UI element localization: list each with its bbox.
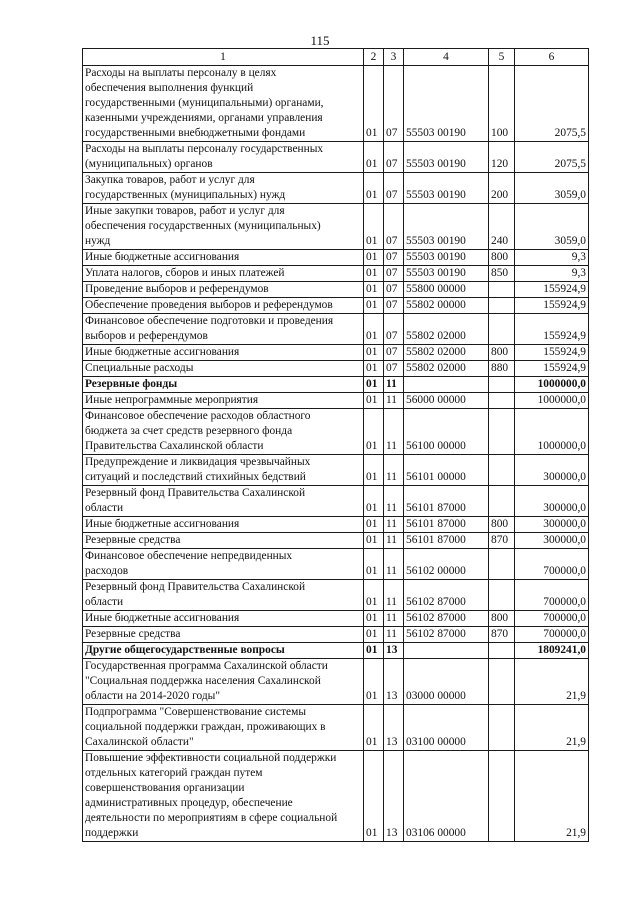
header-cell-amount: 6 [515, 49, 589, 66]
row-section-cell: 01 [364, 393, 384, 409]
row-name-cell [83, 173, 364, 204]
row-name-cell [83, 204, 364, 250]
row-subsection-cell: 11 [384, 580, 404, 611]
row-name-cell [83, 659, 364, 705]
row-amount-cell: 1000000,0 [515, 377, 589, 393]
row-name-cell [83, 549, 364, 580]
row-expense-type-cell [489, 393, 515, 409]
row-expense-type-cell: 880 [489, 361, 515, 377]
row-name-line: Иные бюджетные ассигнования [85, 612, 240, 624]
header-cell-target-article: 4 [404, 49, 489, 66]
row-amount-cell: 1000000,0 [515, 409, 589, 455]
row-name-cell [83, 345, 364, 361]
row-name-line: совершенствования организации [85, 782, 245, 794]
row-expense-type-cell [489, 314, 515, 345]
row-amount-cell: 9,3 [515, 266, 589, 282]
row-name-line: расходов [85, 565, 129, 577]
table-row [83, 643, 589, 659]
row-name-cell [83, 298, 364, 314]
row-subsection-cell: 07 [384, 282, 404, 298]
row-name-cell [83, 627, 364, 643]
row-expense-type-cell [489, 549, 515, 580]
table-row [83, 377, 589, 393]
row-name-line: Финансовое обеспечение непредвиденных [85, 550, 293, 562]
row-name-cell [83, 266, 364, 282]
row-name-line: Обеспечение проведения выборов и референдумов [85, 299, 333, 311]
row-subsection-cell: 07 [384, 66, 404, 142]
row-expense-type-cell: 200 [489, 173, 515, 204]
row-amount-cell: 300000,0 [515, 533, 589, 549]
row-subsection-cell: 07 [384, 204, 404, 250]
row-expense-type-cell: 100 [489, 66, 515, 142]
row-expense-type-cell [489, 659, 515, 705]
row-name-line: Резервный фонд Правительства Сахалинской [85, 581, 306, 593]
row-amount-cell: 700000,0 [515, 549, 589, 580]
row-amount-cell: 300000,0 [515, 455, 589, 486]
header-cell-expense-type: 5 [489, 49, 515, 66]
row-target-article-cell: 56101 87000 [404, 533, 489, 549]
row-subsection-cell: 07 [384, 298, 404, 314]
row-amount-cell: 9,3 [515, 250, 589, 266]
row-name-line: деятельности по мероприятиям в сфере социальной [85, 812, 338, 824]
row-expense-type-cell [489, 486, 515, 517]
row-subsection-cell: 11 [384, 486, 404, 517]
row-name-line: Повышение эффективности социальной поддержки [85, 752, 337, 764]
row-name-line: отдельных категорий граждан путем [85, 767, 263, 779]
row-subsection-cell: 11 [384, 409, 404, 455]
row-expense-type-cell [489, 455, 515, 486]
table-row [83, 549, 589, 580]
table-row [83, 627, 589, 643]
row-amount-cell: 21,9 [515, 751, 589, 842]
row-name-cell [83, 486, 364, 517]
row-name-cell [83, 282, 364, 298]
row-name-line: Иные непрограммные мероприятия [85, 394, 259, 406]
row-name-cell [83, 409, 364, 455]
row-target-article-cell: 55802 02000 [404, 314, 489, 345]
table-row [83, 486, 589, 517]
table-row [83, 455, 589, 486]
table-row [83, 751, 589, 842]
row-name-line: Резервные средства [85, 628, 181, 640]
row-name-cell [83, 517, 364, 533]
row-section-cell: 01 [364, 486, 384, 517]
row-name-line: Иные бюджетные ассигнования [85, 346, 240, 358]
row-subsection-cell: 11 [384, 533, 404, 549]
row-subsection-cell: 11 [384, 393, 404, 409]
row-subsection-cell: 13 [384, 705, 404, 751]
row-subsection-cell: 07 [384, 345, 404, 361]
row-section-cell: 01 [364, 517, 384, 533]
row-name-line: нужд [85, 235, 111, 247]
table-row [83, 345, 589, 361]
row-target-article-cell: 55802 02000 [404, 361, 489, 377]
row-subsection-cell: 11 [384, 611, 404, 627]
row-name-cell [83, 250, 364, 266]
row-section-cell: 01 [364, 533, 384, 549]
row-amount-cell: 1000000,0 [515, 393, 589, 409]
header-cell-name: 1 [83, 49, 364, 66]
row-expense-type-cell [489, 705, 515, 751]
row-expense-type-cell: 870 [489, 533, 515, 549]
row-expense-type-cell: 800 [489, 517, 515, 533]
row-subsection-cell: 11 [384, 549, 404, 580]
row-section-cell: 01 [364, 250, 384, 266]
row-subsection-cell: 13 [384, 659, 404, 705]
row-name-cell [83, 580, 364, 611]
row-name-cell [83, 533, 364, 549]
row-amount-cell: 1809241,0 [515, 643, 589, 659]
row-subsection-cell: 07 [384, 250, 404, 266]
row-subsection-cell: 07 [384, 142, 404, 173]
row-amount-cell: 2075,5 [515, 142, 589, 173]
row-target-article-cell: 56102 87000 [404, 627, 489, 643]
row-name-cell [83, 66, 364, 142]
row-section-cell: 01 [364, 142, 384, 173]
row-name-cell [83, 142, 364, 173]
row-name-line: области [85, 502, 124, 514]
row-name-line: Подпрограмма "Совершенствование системы [85, 706, 306, 718]
table-row [83, 659, 589, 705]
row-name-line: обеспечения выполнения функций [85, 82, 254, 94]
row-name-line: Иные закупки товаров, работ и услуг для [85, 205, 285, 217]
table-row [83, 611, 589, 627]
row-section-cell: 01 [364, 314, 384, 345]
row-subsection-cell: 07 [384, 361, 404, 377]
row-name-line: Финансовое обеспечение подготовки и проведения [85, 315, 334, 327]
row-section-cell: 01 [364, 345, 384, 361]
row-name-cell [83, 705, 364, 751]
table-row [83, 409, 589, 455]
table-row [83, 533, 589, 549]
row-name-line: социальной поддержки граждан, проживающих в [85, 721, 326, 733]
row-name-line: "Социальная поддержка населения Сахалинской [85, 675, 321, 687]
row-target-article-cell [404, 377, 489, 393]
row-expense-type-cell [489, 377, 515, 393]
row-subsection-cell: 13 [384, 751, 404, 842]
table-row [83, 580, 589, 611]
row-section-cell: 01 [364, 282, 384, 298]
row-expense-type-cell: 800 [489, 345, 515, 361]
row-name-line: бюджета за счет средств резервного фонда [85, 425, 293, 437]
row-amount-cell: 21,9 [515, 705, 589, 751]
row-target-article-cell: 55503 00190 [404, 204, 489, 250]
row-name-cell [83, 455, 364, 486]
row-name-line: выборов и референдумов [85, 330, 208, 342]
table-row [83, 298, 589, 314]
row-name-line: Финансовое обеспечение расходов областного [85, 410, 311, 422]
row-name-cell [83, 314, 364, 345]
row-section-cell: 01 [364, 377, 384, 393]
table-row [83, 393, 589, 409]
row-name-line: области [85, 596, 124, 608]
row-name-line: государственными внебюджетными фондами [85, 127, 306, 139]
row-target-article-cell: 55503 00190 [404, 173, 489, 204]
row-section-cell: 01 [364, 611, 384, 627]
row-section-cell: 01 [364, 204, 384, 250]
row-expense-type-cell [489, 409, 515, 455]
table-row [83, 282, 589, 298]
row-target-article-cell: 56000 00000 [404, 393, 489, 409]
row-section-cell: 01 [364, 361, 384, 377]
row-name-line: Специальные расходы [85, 362, 194, 374]
row-target-article-cell [404, 643, 489, 659]
row-expense-type-cell [489, 282, 515, 298]
row-name-line: ситуаций и последствий стихийных бедствий [85, 471, 306, 483]
table-row [83, 66, 589, 142]
row-name-line: государственными (муниципальными) органами, [85, 97, 324, 109]
row-expense-type-cell: 240 [489, 204, 515, 250]
row-target-article-cell: 56102 87000 [404, 580, 489, 611]
row-target-article-cell: 55503 00190 [404, 250, 489, 266]
row-target-article-cell: 55503 00190 [404, 266, 489, 282]
table-row [83, 250, 589, 266]
header-cell-subsection: 3 [384, 49, 404, 66]
table-row [83, 517, 589, 533]
row-expense-type-cell: 800 [489, 250, 515, 266]
page-number: 115 [310, 33, 330, 48]
row-amount-cell: 155924,9 [515, 314, 589, 345]
table-row [83, 705, 589, 751]
row-expense-type-cell [489, 643, 515, 659]
row-target-article-cell: 55503 00190 [404, 66, 489, 142]
row-subsection-cell: 11 [384, 377, 404, 393]
row-name-line: Расходы на выплаты персоналу государственных [85, 143, 324, 155]
row-target-article-cell: 56100 00000 [404, 409, 489, 455]
row-section-cell: 01 [364, 580, 384, 611]
row-expense-type-cell [489, 298, 515, 314]
table-row [83, 314, 589, 345]
header-row [83, 49, 589, 66]
row-section-cell: 01 [364, 751, 384, 842]
row-name-line: Правительства Сахалинской области [85, 440, 264, 452]
row-name-line: Уплата налогов, сборов и иных платежей [85, 267, 285, 279]
row-name-line: государственных (муниципальных) нужд [85, 189, 286, 201]
row-target-article-cell: 56101 00000 [404, 455, 489, 486]
row-amount-cell: 700000,0 [515, 627, 589, 643]
table-row [83, 142, 589, 173]
row-amount-cell: 155924,9 [515, 298, 589, 314]
row-target-article-cell: 03106 00000 [404, 751, 489, 842]
row-amount-cell: 21,9 [515, 659, 589, 705]
row-target-article-cell: 55802 02000 [404, 345, 489, 361]
row-name-line: административных процедур, обеспечение [85, 797, 293, 809]
row-name-cell [83, 611, 364, 627]
row-name-line: Расходы на выплаты персоналу в целях [85, 67, 277, 79]
row-name-line: обеспечения государственных (муниципальных) [85, 220, 321, 232]
row-section-cell: 01 [364, 705, 384, 751]
row-target-article-cell: 55503 00190 [404, 142, 489, 173]
row-section-cell: 01 [364, 627, 384, 643]
row-name-line: Резервные фонды [85, 378, 178, 390]
row-section-cell: 01 [364, 266, 384, 282]
row-expense-type-cell: 850 [489, 266, 515, 282]
row-expense-type-cell [489, 751, 515, 842]
row-subsection-cell: 07 [384, 314, 404, 345]
row-target-article-cell: 56102 00000 [404, 549, 489, 580]
row-subsection-cell: 07 [384, 266, 404, 282]
row-name-line: казенными учреждениями, органами управления [85, 112, 323, 124]
row-target-article-cell: 56101 87000 [404, 517, 489, 533]
table-body [83, 66, 589, 842]
row-target-article-cell: 56101 87000 [404, 486, 489, 517]
row-section-cell: 01 [364, 643, 384, 659]
row-section-cell: 01 [364, 173, 384, 204]
row-subsection-cell: 13 [384, 643, 404, 659]
row-name-cell [83, 377, 364, 393]
row-expense-type-cell: 800 [489, 611, 515, 627]
row-name-line: Сахалинской области" [85, 736, 194, 748]
row-expense-type-cell [489, 580, 515, 611]
row-amount-cell: 155924,9 [515, 345, 589, 361]
row-amount-cell: 2075,5 [515, 66, 589, 142]
row-name-line: Другие общегосударственные вопросы [85, 644, 285, 656]
row-name-line: Проведение выборов и референдумов [85, 283, 269, 295]
header-cell-section: 2 [364, 49, 384, 66]
row-section-cell: 01 [364, 549, 384, 580]
row-name-line: Предупреждение и ликвидация чрезвычайных [85, 456, 311, 468]
row-section-cell: 01 [364, 659, 384, 705]
table-row [83, 173, 589, 204]
row-name-line: Иные бюджетные ассигнования [85, 518, 240, 530]
row-name-line: Государственная программа Сахалинской области [85, 660, 328, 672]
row-subsection-cell: 11 [384, 455, 404, 486]
row-name-line: области на 2014-2020 годы" [85, 690, 220, 702]
row-name-line: Закупка товаров, работ и услуг для [85, 174, 255, 186]
table-row [83, 266, 589, 282]
row-section-cell: 01 [364, 409, 384, 455]
row-target-article-cell: 55802 00000 [404, 298, 489, 314]
row-section-cell: 01 [364, 298, 384, 314]
row-target-article-cell: 03100 00000 [404, 705, 489, 751]
table-row [83, 361, 589, 377]
row-name-line: Резервные средства [85, 534, 181, 546]
row-section-cell: 01 [364, 66, 384, 142]
row-target-article-cell: 55800 00000 [404, 282, 489, 298]
row-amount-cell: 3059,0 [515, 204, 589, 250]
row-name-cell [83, 361, 364, 377]
row-name-cell [83, 393, 364, 409]
row-amount-cell: 155924,9 [515, 361, 589, 377]
budget-table [82, 48, 589, 842]
row-subsection-cell: 11 [384, 627, 404, 643]
row-name-line: Иные бюджетные ассигнования [85, 251, 240, 263]
row-amount-cell: 155924,9 [515, 282, 589, 298]
row-section-cell: 01 [364, 455, 384, 486]
row-target-article-cell: 56102 87000 [404, 611, 489, 627]
row-subsection-cell: 11 [384, 517, 404, 533]
row-name-line: поддержки [85, 827, 139, 839]
row-name-line: (муниципальных) органов [85, 158, 213, 170]
table-row [83, 204, 589, 250]
row-amount-cell: 700000,0 [515, 580, 589, 611]
row-amount-cell: 700000,0 [515, 611, 589, 627]
row-amount-cell: 300000,0 [515, 486, 589, 517]
row-name-line: Резервный фонд Правительства Сахалинской [85, 487, 306, 499]
row-subsection-cell: 07 [384, 173, 404, 204]
row-amount-cell: 300000,0 [515, 517, 589, 533]
row-name-cell [83, 643, 364, 659]
row-name-cell [83, 751, 364, 842]
row-amount-cell: 3059,0 [515, 173, 589, 204]
row-expense-type-cell: 120 [489, 142, 515, 173]
row-expense-type-cell: 870 [489, 627, 515, 643]
row-target-article-cell: 03000 00000 [404, 659, 489, 705]
